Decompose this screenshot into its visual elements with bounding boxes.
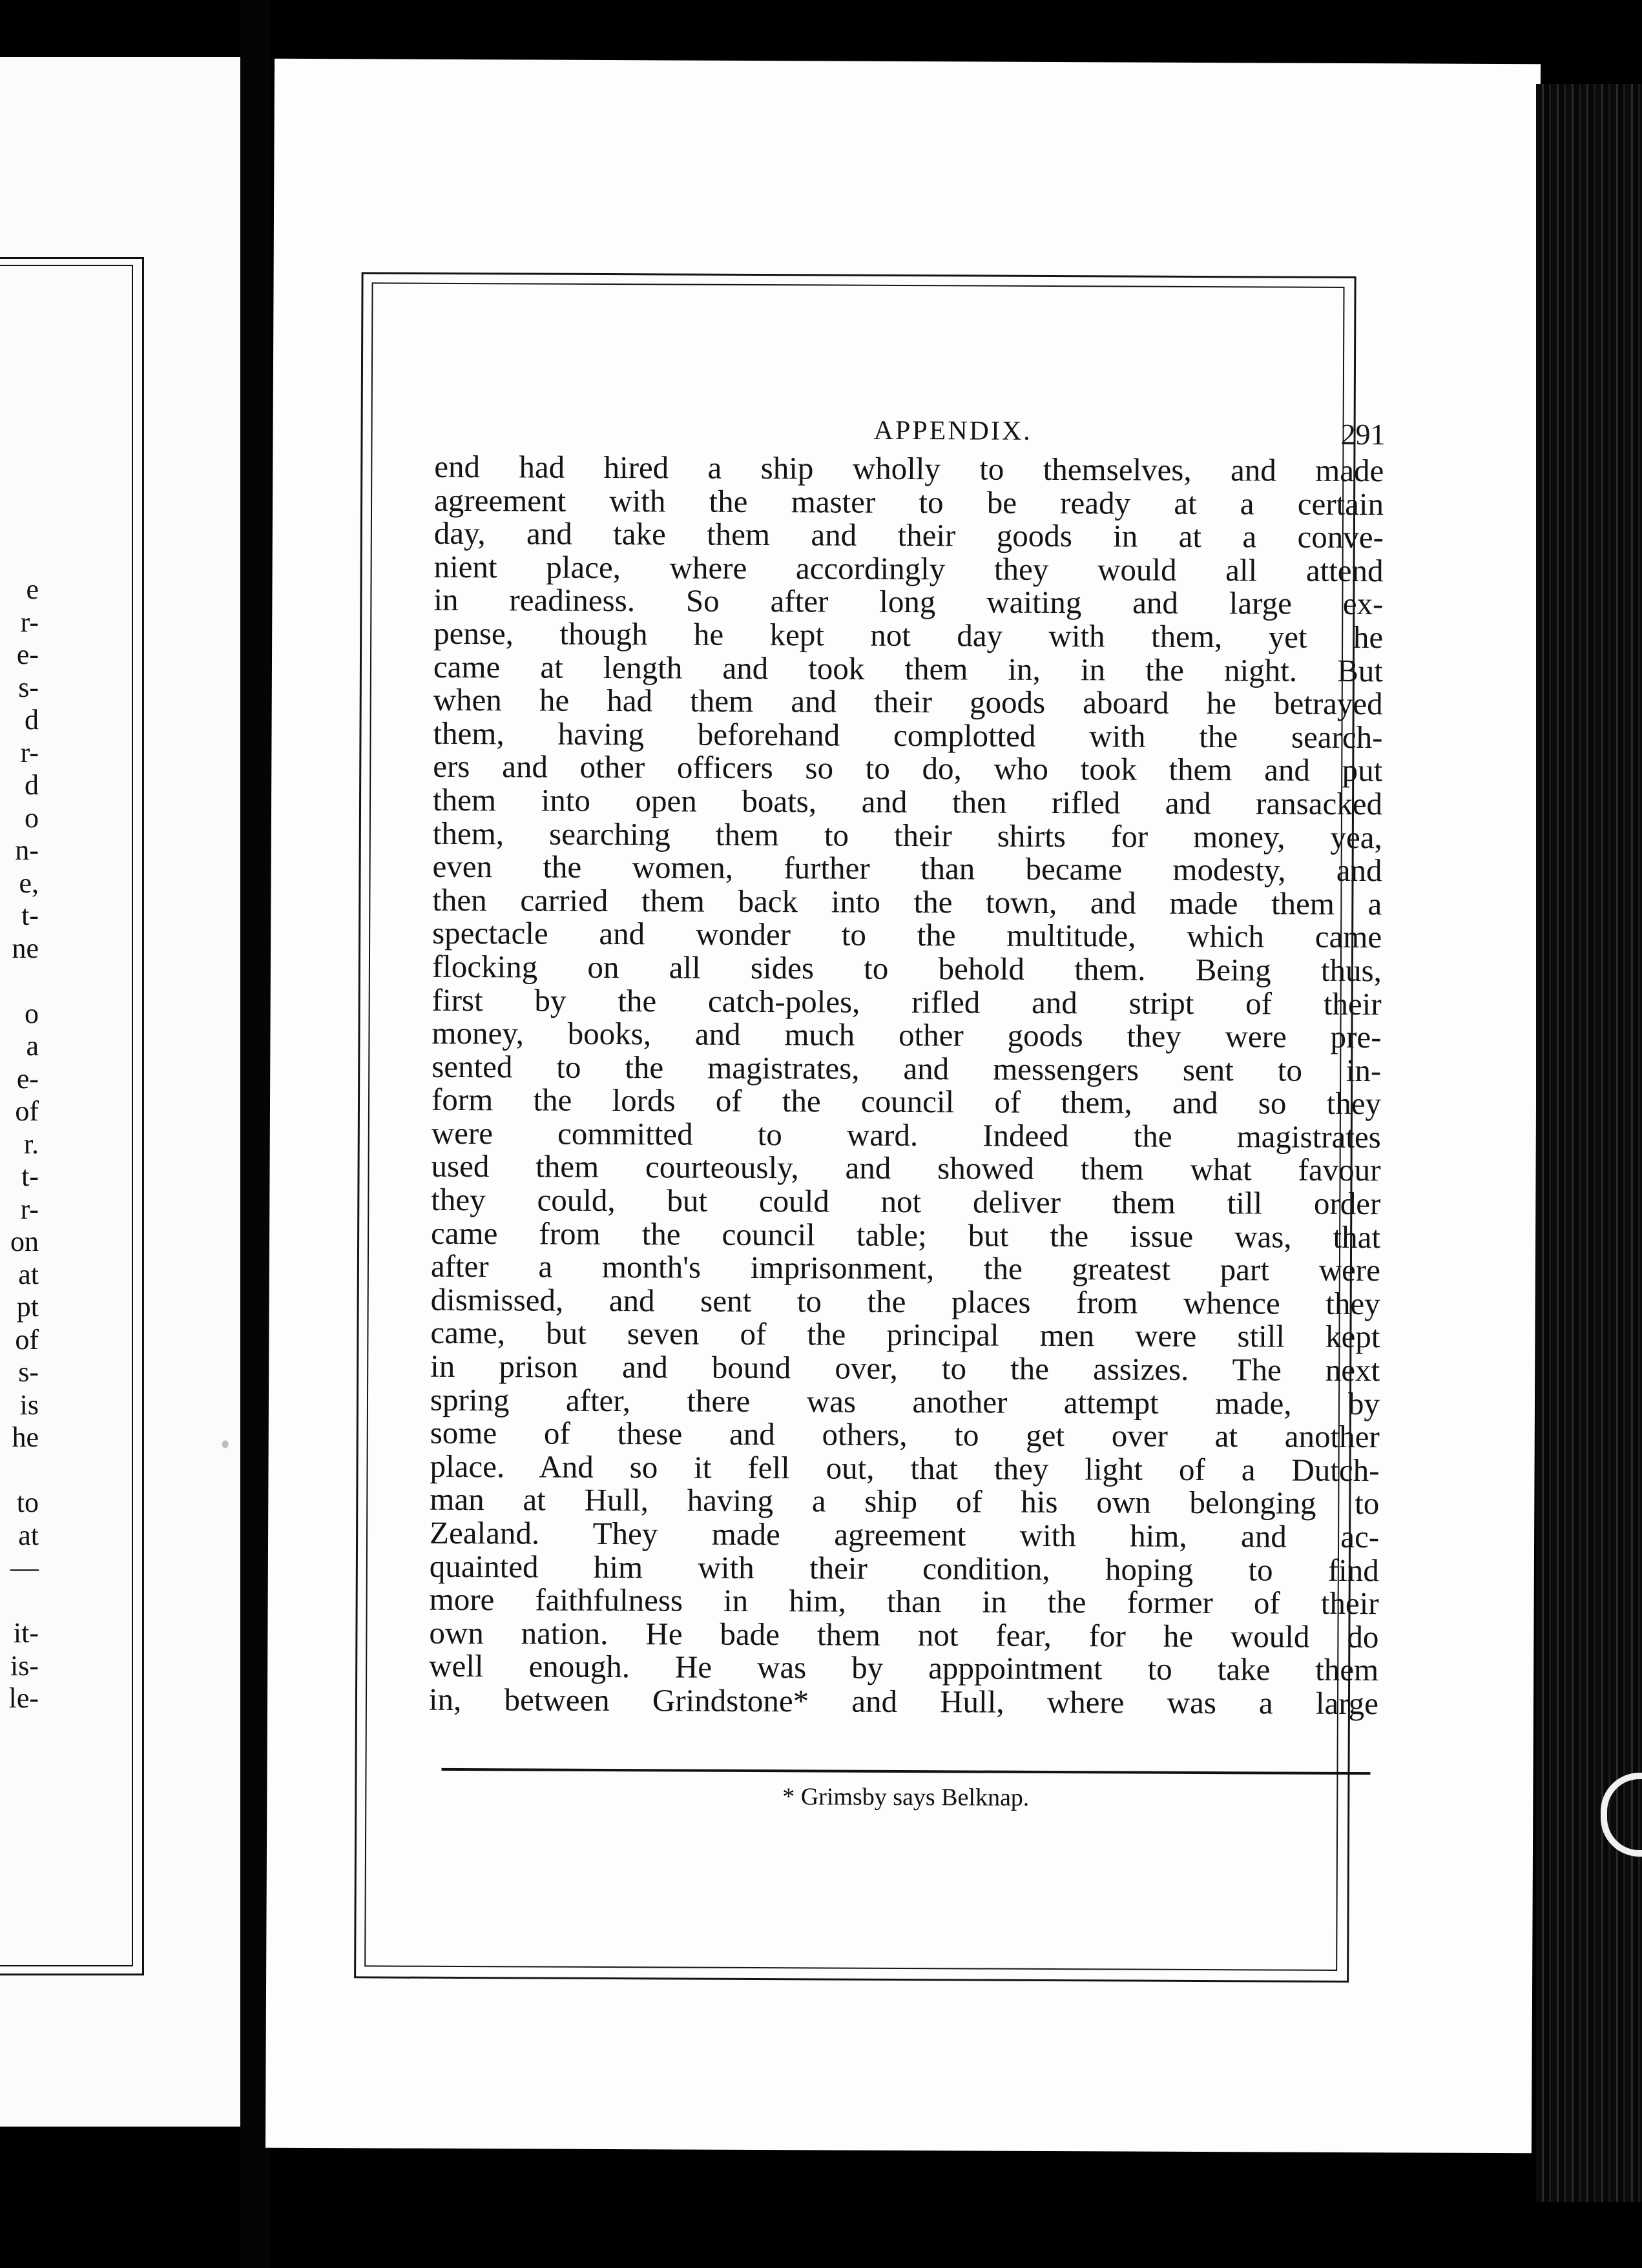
text-line: sented to the magistrates, and messengers sent to in- [431,1048,1382,1088]
text-line: ers and other officers so to do, who took them and put [433,748,1383,789]
left-page-fragment: o [25,997,39,1029]
text-line: in, between Grindstone* and Hull, where was a large [428,1681,1379,1722]
text-line: were committed to ward. Indeed the magistrates [431,1115,1381,1155]
page-number: 291 [1340,417,1386,451]
left-page-fragment: at [18,1519,39,1551]
left-page-fragment: of [15,1323,39,1356]
text-line: them, having beforehand complotted with the search- [433,715,1383,755]
text-line: them, searching them to their shirts for money, yea, [432,815,1382,855]
text-line: nient place, where accordingly they would all attend [433,548,1384,589]
left-page-fragment: d [25,769,39,801]
left-page-fragment [0,1454,39,1487]
left-page-fragment [0,965,39,998]
text-line: well enough. He was by apppointment to take them [429,1648,1379,1688]
text-line: some of these and others, to get over at another [430,1415,1380,1455]
text-line: day, and take them and their goods in at a conve- [433,515,1384,555]
left-page-fragment: s- [18,671,39,703]
left-page-fragment: r- [20,606,39,638]
text-line: money, books, and much other goods they were pre- [431,1015,1382,1055]
left-page-fragment: t- [21,900,39,931]
body-text [429,450,1384,1720]
left-page-fragment: o [25,801,39,834]
left-page-fragment: e- [16,639,39,670]
text-line: end had hired a ship wholly to themselves, and made [434,448,1384,489]
left-page-fragment: to [16,1487,39,1518]
left-page-fragment: r- [20,1193,39,1225]
running-title: APPENDIX. [873,415,1032,446]
text-line: them into open boats, and then rifled and ransacked [432,781,1383,822]
left-page-fragment: he [12,1421,39,1453]
text-line: own nation. He bade them not fear, for he would do [429,1614,1379,1655]
text-line: more faithfulness in him, than in the former of their [429,1581,1379,1622]
text-line: spring after, there was another attempt made, by [430,1381,1380,1421]
text-line: flocking on all sides to behold them. Being thus, [431,948,1382,989]
left-page-fragment: — [10,1552,39,1583]
text-line: dismissed, and sent to the places from whence they [430,1281,1380,1322]
left-page-fragment [0,1585,39,1618]
text-line: spectacle and wonder to the multitude, which came [432,915,1382,955]
footnote: * Grimsby says Belknap. [782,1783,1030,1811]
text-line: pense, though he kept not day with them, yet he [433,615,1384,655]
text-line: came at length and took them in, in the night. But [433,648,1384,688]
left-page-fragment: e [26,573,39,605]
left-page-fragment: pt [16,1291,39,1323]
left-page-text-fragments [0,573,39,1715]
text-line: form the lords of the council of them, and so they [431,1082,1382,1122]
text-line: used them courteously, and showed them what favour [431,1148,1381,1188]
left-page-fragment: d [25,704,39,736]
text-line: first by the catch-poles, rifled and stript of their [431,982,1382,1022]
text-line: quainted him with their condition, hoping to find [429,1548,1379,1588]
left-page-fragment: t- [21,1160,39,1192]
text-line: when he had them and their goods aboard he betrayed [433,681,1383,722]
text-line: after a month's imprisonment, the greatest part were [430,1248,1381,1288]
text-line: came from the council table; but the issue was, that [431,1215,1381,1255]
left-page-fragment: a [26,1030,39,1062]
text-line: in readiness. So after long waiting and large ex- [433,582,1384,622]
left-page-fragment: is [19,1388,39,1421]
left-page-fragment: r. [23,1128,39,1160]
book-gutter [240,0,270,2268]
main-page [265,59,1541,2154]
left-page-fragment: e, [19,867,39,899]
left-page-fragment: n- [15,834,39,866]
text-line: Zealand. They made agreement with him, and ac- [429,1514,1380,1555]
left-page-fragment: s- [18,1356,39,1388]
left-page-fragment: at [18,1258,39,1290]
left-page-fragment: is- [10,1649,39,1682]
left-page-fragment: of [15,1095,39,1127]
book-fore-edge [1536,84,1642,2202]
text-line: agreement with the master to be ready at a certain [433,482,1384,522]
left-page-fragment: le- [8,1682,39,1714]
left-page-fragment: on [10,1226,39,1257]
text-line: man at Hull, having a ship of his own belonging to [430,1481,1380,1521]
text-line: then carried them back into the town, and made them a [432,881,1382,922]
left-page-fragment: e- [16,1062,39,1095]
text-line: place. And so it fell out, that they light of a Dutch- [430,1448,1380,1489]
text-line: in prison and bound over, to the assizes. The next [430,1348,1380,1388]
left-page-fragment: it- [13,1617,39,1649]
left-page-fragment: ne [12,932,39,964]
left-page-fragment: r- [20,736,39,768]
paper-speck [222,1440,229,1448]
text-line: came, but seven of the principal men were still kept [430,1315,1380,1355]
text-line: they could, but could not deliver them till order [431,1181,1381,1222]
left-facing-page [0,57,240,2127]
text-line: even the women, further than became modesty, and [432,848,1382,889]
